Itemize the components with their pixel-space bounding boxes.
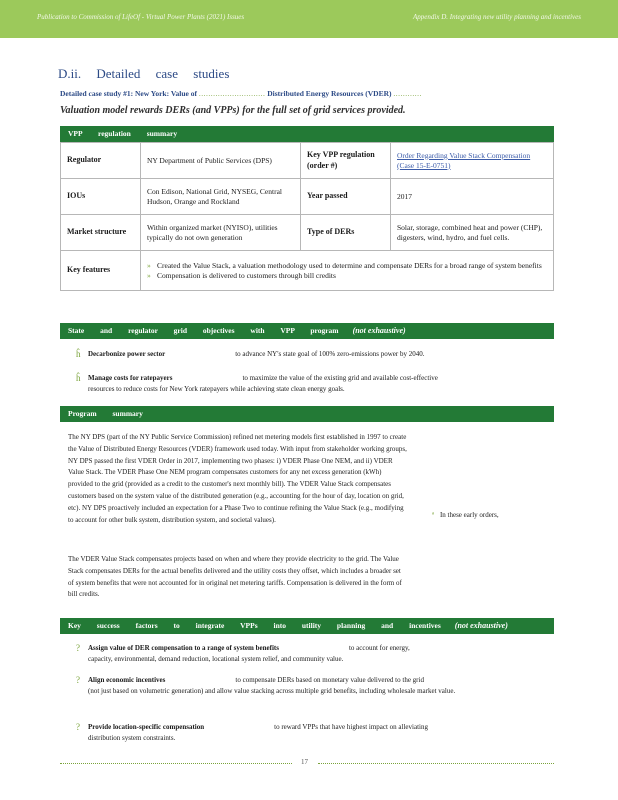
objective-text: to advance NY's state goal of 100% zero-emissions power by 2040. (235, 350, 425, 358)
ious-value: Con Edison, National Grid, NYSEG, Central Hudson, Orange and Rockland (141, 179, 301, 215)
bullet-icon: ĥ (76, 373, 81, 383)
header-left-text: Publication to Commission of LifeOf - Virtual Power Plants (2021) Issues (37, 13, 245, 21)
question-icon: ? (76, 643, 80, 653)
table-row (61, 215, 554, 251)
success-item (76, 643, 488, 664)
case-title-dots-2: ............ (393, 89, 422, 98)
key-features-list (147, 261, 547, 281)
program-paragraph-1: The NY DPS (part of the NY Public Service Commission) refined net metering models first established in 1997 to create the Value of Distributed Energy Resources (VDER) framework used today. With input from stakeholder working groups, NY DPS passed the first VDER Order in 2017, implementing two phases: i) VDER Phase One NEM, and ii) VDER Value Stack. The VDER Phase One NEM program compensates customers for any net excess generation (kWh) provided to the grid (provided as a credit to the customer's next monthly bill). The VDER Value Stack compensates customers based on the system value of the distributed generation (e.g., accounting for the hour of day, location on grid, etc). NY DPS proactively included an expectation for a Phase Two to continue refining the Value Stack (e.g., modifying to account for other bulk system, distribution system, and societal values). (68, 433, 407, 524)
objective-text-cont: resources to reduce costs for New York ratepayers while achieving state clean energy goals. (88, 384, 345, 393)
der-type-value: Solar, storage, combined heat and power (CHP), digesters, wind, hydro, and fuel cells. (391, 215, 554, 251)
success-item (76, 722, 488, 743)
key-regulation-label: Key VPP regulation (order #) (301, 143, 391, 179)
key-features-cell (141, 251, 554, 291)
key-regulation-link[interactable]: Order Regarding Value Stack Compensation (Case 15-E-0751) (397, 150, 531, 170)
case-title-dots: ............................ (198, 89, 266, 98)
success-text: to compensate DERs based on monetary value delivered to the grid (235, 676, 424, 684)
objectives-heading: State and regulator grid objectives with VPP program (not exhaustive) (60, 323, 554, 339)
objectives-heading-note: (not exhaustive) (352, 326, 406, 335)
success-text: to account for energy, (348, 644, 410, 652)
question-icon: ? (76, 722, 80, 732)
bullet-icon: ĥ (76, 349, 81, 359)
success-item (76, 675, 488, 696)
success-title: Assign value of DER compensation to a range of system benefits (88, 644, 279, 652)
year-value: 2017 (391, 179, 554, 215)
key-features-label: Key features (61, 251, 141, 291)
regulator-label: Regulator (61, 143, 141, 179)
footer-rule-right (318, 763, 554, 764)
objective-title: Manage costs for ratepayers (88, 374, 173, 382)
market-value: Within organized market (NYISO), utilities typically do not own generation (141, 215, 301, 251)
header-bar (0, 0, 618, 38)
success-heading-note: (not exhaustive) (454, 621, 508, 630)
success-title: Provide location-specific compensation (88, 723, 205, 731)
case-title-label: Detailed case study #1: New York: Value of (60, 89, 198, 98)
objective-title: Decarbonize power sector (88, 350, 166, 358)
question-icon: ? (76, 675, 80, 685)
success-text: to reward VPPs that have highest impact on alleviating (274, 723, 428, 731)
success-text-cont: (not just based on volumetric generation) and allow value stacking across multiple grid benefits, including wholesale market value. (88, 686, 456, 695)
program-sidenote: ª In these early orders, (432, 511, 499, 519)
table-row (61, 179, 554, 215)
page-number: 17 (301, 758, 308, 766)
footer-rule-left (60, 763, 292, 764)
key-regulation-cell (391, 143, 554, 179)
success-factors-heading: Key success factors to integrate VPPs into utility planning and incentives (not exhaustive) (60, 618, 554, 634)
list-item: » Compensation is delivered to customers through bill credits (147, 271, 547, 281)
table-row (61, 251, 554, 291)
table-row (61, 143, 554, 179)
ious-label: IOUs (61, 179, 141, 215)
list-item: » Created the Value Stack, a valuation methodology used to determine and compensate DERs for a broad range of system benefits (147, 261, 547, 271)
der-type-label: Type of DERs (301, 215, 391, 251)
case-title-topic: Distributed Energy Resources (VDER) (267, 89, 392, 98)
success-text-cont: distribution system constraints. (88, 733, 176, 742)
case-study-title (60, 89, 422, 98)
objective-item (76, 349, 488, 360)
vpp-summary-table (60, 142, 554, 291)
sidenote-marker: ª (432, 511, 434, 519)
program-paragraph-2: The VDER Value Stack compensates projects based on when and where they provide electricity to the grid. The Value Stack compensates DERs for the actual benefits delivered and the utility costs they offset, which includes a broader set of system benefits that were not accounted for in original net metering tariffs. Compensation is delivered in the form of bill credits. (68, 555, 402, 599)
section-heading: D.ii. Detailed case studies (58, 66, 230, 81)
year-label: Year passed (301, 179, 391, 215)
objective-text: to maximize the value of the existing grid and available cost-effective (242, 374, 438, 382)
objective-item (76, 373, 488, 394)
header-right-text: Appendix D. Integrating new utility planning and incentives (413, 13, 581, 21)
regulator-value: NY Department of Public Services (DPS) (141, 143, 301, 179)
vpp-summary-heading: VPP regulation summary (60, 126, 554, 142)
program-summary-heading: Program summary (60, 406, 554, 422)
success-title: Align economic incentives (88, 676, 166, 684)
success-text-cont: capacity, environmental, demand reduction, locational system relief, and community value. (88, 654, 344, 663)
case-tagline: Valuation model rewards DERs (and VPPs) for the full set of grid services provided. (60, 105, 406, 116)
market-label: Market structure (61, 215, 141, 251)
